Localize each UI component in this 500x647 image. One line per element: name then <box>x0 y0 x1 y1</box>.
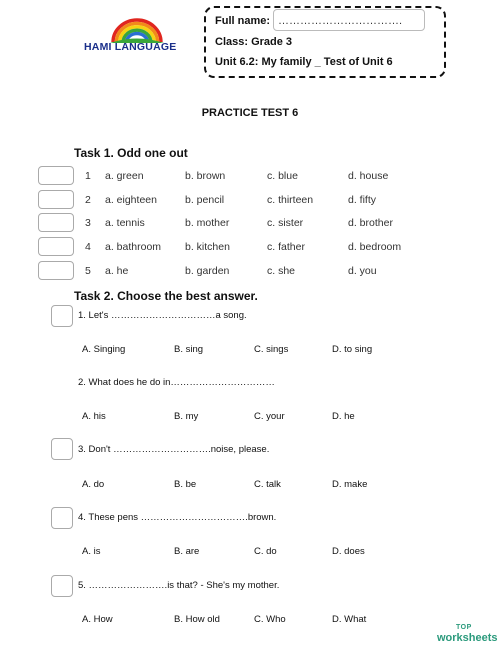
row-number: 3 <box>85 217 91 229</box>
option-c: C. Who <box>254 614 286 625</box>
footer-brand[interactable]: worksheets <box>437 632 498 644</box>
option-c: C. your <box>254 411 285 422</box>
row-number: 2 <box>85 194 91 206</box>
option-c: c. thirteen <box>267 194 314 206</box>
option-d: D. What <box>332 614 367 625</box>
option-a: A. Singing <box>82 344 126 355</box>
option-d: d. house <box>348 170 389 182</box>
option-d: D. to sing <box>332 344 373 355</box>
option-c: c. father <box>267 241 305 253</box>
answer-box[interactable] <box>38 261 74 280</box>
option-c: C. sings <box>254 344 289 355</box>
unit-line: Unit 6.2: My family _ Test of Unit 6 <box>215 56 393 68</box>
option-d: d. fifty <box>348 194 377 206</box>
option-b: b. pencil <box>185 194 225 206</box>
answer-box[interactable] <box>51 438 73 460</box>
option-b: B. How old <box>174 614 220 625</box>
class-line: Class: Grade 3 <box>215 36 293 48</box>
option-d: d. bedroom <box>348 241 402 253</box>
option-b: b. brown <box>185 170 226 182</box>
option-c: c. she <box>267 265 296 277</box>
answer-box[interactable] <box>38 190 74 209</box>
answer-box[interactable] <box>51 575 73 597</box>
option-c: C. talk <box>254 479 281 490</box>
option-a: a. tennis <box>105 217 145 229</box>
row-number: 5 <box>85 265 91 277</box>
question-text: 4. These pens …………………………….brown. <box>78 512 277 523</box>
option-d: D. he <box>332 411 355 422</box>
footer-top-label: TOP <box>456 624 472 631</box>
answer-box[interactable] <box>51 507 73 529</box>
option-b: b. mother <box>185 217 230 229</box>
answer-box[interactable] <box>38 213 74 232</box>
option-c: c. blue <box>267 170 298 182</box>
question-text: 2. What does he do in…………………………… <box>78 377 275 388</box>
option-c: c. sister <box>267 217 304 229</box>
task2-heading: Task 2. Choose the best answer. <box>74 289 258 303</box>
row-number: 1 <box>85 170 91 182</box>
question-text: 5. …………………….is that? - She's my mother. <box>78 580 280 591</box>
option-d: D. make <box>332 479 368 490</box>
option-a: a. eighteen <box>105 194 157 206</box>
option-d: d. you <box>348 265 377 277</box>
option-a: A. How <box>82 614 113 625</box>
question-text: 1. Let's ……………………………a song. <box>78 310 247 321</box>
row-number: 4 <box>85 241 91 253</box>
option-b: B. be <box>174 479 197 490</box>
question-text: 3. Don't ………………………….noise, please. <box>78 444 270 455</box>
option-d: d. brother <box>348 217 393 229</box>
option-a: A. do <box>82 479 105 490</box>
option-a: a. bathroom <box>105 241 162 253</box>
task1-heading: Task 1. Odd one out <box>74 146 188 160</box>
answer-box[interactable] <box>38 237 74 256</box>
option-b: b. kitchen <box>185 241 230 253</box>
option-b: B. sing <box>174 344 204 355</box>
page-title: PRACTICE TEST 6 <box>201 107 299 119</box>
option-b: b. garden <box>185 265 230 277</box>
option-c: C. do <box>254 546 277 557</box>
answer-box[interactable] <box>38 166 74 185</box>
option-a: A. his <box>82 411 106 422</box>
option-b: B. are <box>174 546 200 557</box>
option-b: B. my <box>174 411 199 422</box>
full-name-label: Full name: <box>215 15 271 27</box>
answer-box[interactable] <box>51 305 73 327</box>
full-name-field[interactable]: ……………………………. <box>273 9 425 31</box>
option-d: D. does <box>332 546 365 557</box>
option-a: a. green <box>105 170 144 182</box>
option-a: a. he <box>105 265 129 277</box>
brand-name: HAMI LANGUAGE <box>84 41 177 53</box>
option-a: A. is <box>82 546 101 557</box>
